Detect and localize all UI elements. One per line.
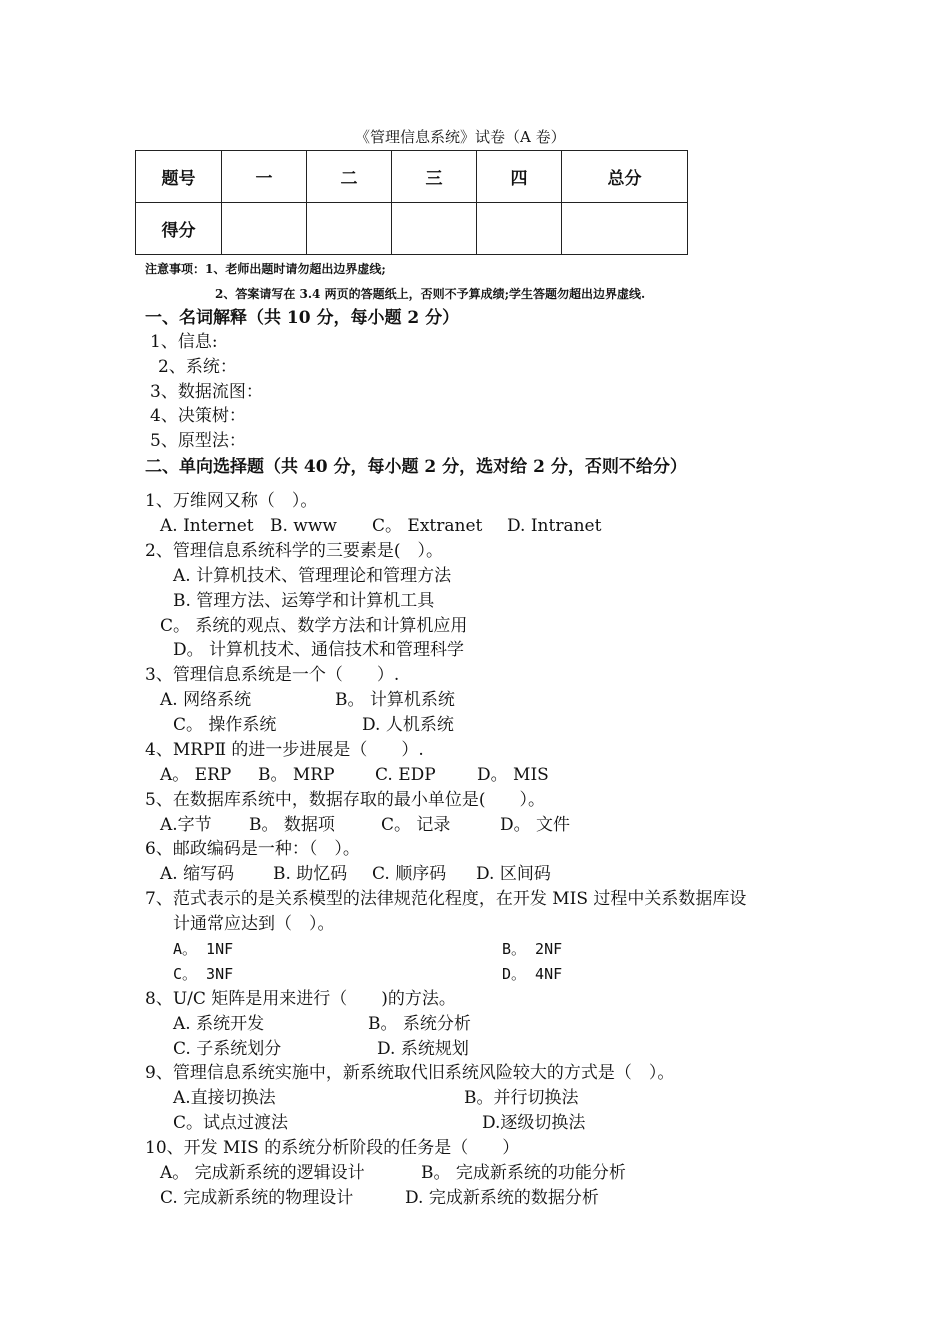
option-d: D。 4NF	[502, 965, 563, 983]
question-stem: 3、管理信息系统是一个（ ）.	[145, 665, 400, 685]
score-cell	[477, 203, 562, 255]
score-header-cell: 一	[222, 151, 307, 203]
option-d: D. 完成新系统的数据分析	[405, 1188, 599, 1208]
option-c: C. 完成新系统的物理设计	[160, 1188, 354, 1208]
question-stem-continued: 计通常应达到（ ）。	[173, 914, 335, 934]
option-b: B。 MRP	[258, 765, 335, 785]
score-header-cell: 三	[392, 151, 477, 203]
option-b: B. 管理方法、运筹学和计算机工具	[173, 591, 435, 611]
option-b: B。 数据项	[249, 815, 335, 835]
note-line-1: 注意事项：1、老师出题时请勿超出边界虚线;	[145, 262, 386, 276]
score-table	[135, 150, 688, 255]
option-a: A. 网络系统	[160, 690, 252, 710]
option-b: B。 计算机系统	[335, 690, 455, 710]
option-a: A.直接切换法	[173, 1088, 276, 1108]
term-item: 1、信息:	[150, 332, 218, 352]
option-b: B。并行切换法	[464, 1088, 579, 1108]
score-cell	[307, 203, 392, 255]
question-stem: 4、MRPⅡ 的进一步进展是（ ）.	[145, 740, 424, 760]
option-c: C。 Extranet	[372, 516, 483, 536]
option-d: D。 计算机技术、通信技术和管理科学	[173, 640, 465, 660]
option-c: C。 记录	[381, 815, 451, 835]
question-stem: 8、U/C 矩阵是用来进行（ )的方法。	[145, 989, 456, 1009]
section1-heading: 一、名词解释（共 10 分，每小题 2 分）	[145, 308, 460, 328]
section2-heading: 二、单向选择题（共 40 分，每小题 2 分，选对给 2 分，否则不给分）	[145, 457, 687, 477]
score-header-cell: 四	[477, 151, 562, 203]
term-item: 2、系统：	[158, 357, 237, 377]
question-stem: 7、范式表示的是关系模型的法律规范化程度，在开发 MIS 过程中关系数据库设	[145, 889, 747, 909]
option-d: D. 系统规划	[377, 1039, 469, 1059]
option-a: A.字节	[160, 815, 212, 835]
option-b: B。 2NF	[502, 940, 563, 958]
score-table-score-row	[136, 203, 688, 255]
option-b: B. www	[270, 516, 337, 536]
option-d: D.逐级切换法	[482, 1113, 586, 1133]
option-c: C. EDP	[375, 765, 436, 785]
option-a: A。 完成新系统的逻辑设计	[160, 1163, 365, 1183]
option-d: D. 区间码	[476, 864, 551, 884]
option-b: B。 系统分析	[368, 1014, 471, 1034]
option-c: C。 3NF	[173, 965, 234, 983]
question-stem: 2、管理信息系统科学的三要素是( ）。	[145, 541, 443, 561]
score-row-label: 得分	[136, 203, 222, 255]
note-line-2: 2、答案请写在 3.4 两页的答题纸上，否则不予算成绩;学生答题勿超出边界虚线.	[215, 287, 646, 301]
question-stem: 1、万维网又称（ ）。	[145, 491, 318, 511]
option-b: B. 助忆码	[273, 864, 348, 884]
term-item: 4、决策树：	[150, 406, 246, 426]
option-d: D。 文件	[500, 815, 571, 835]
option-a: A. 系统开发	[173, 1014, 265, 1034]
term-item: 3、数据流图：	[150, 382, 263, 402]
score-cell	[392, 203, 477, 255]
score-cell	[222, 203, 307, 255]
score-table-header-row	[136, 151, 688, 203]
option-a: A. Internet	[160, 516, 254, 536]
term-item: 5、原型法：	[150, 431, 246, 451]
question-stem: 9、管理信息系统实施中，新系统取代旧系统风险较大的方式是（ ）。	[145, 1063, 675, 1083]
question-stem: 5、在数据库系统中，数据存取的最小单位是( ）。	[145, 790, 545, 810]
score-header-cell: 总分	[562, 151, 688, 203]
option-d: D。 MIS	[477, 765, 549, 785]
option-c: C。试点过渡法	[173, 1113, 289, 1133]
option-d: D. 人机系统	[362, 715, 454, 735]
question-stem: 10、开发 MIS 的系统分析阶段的任务是（ ）	[145, 1138, 520, 1158]
option-a: A。 ERP	[160, 765, 232, 785]
score-cell	[562, 203, 688, 255]
score-header-cell: 题号	[136, 151, 222, 203]
option-c: C. 子系统划分	[173, 1039, 282, 1059]
option-a: A。 1NF	[173, 940, 234, 958]
option-c: C。 系统的观点、数学方法和计算机应用	[160, 616, 468, 636]
option-c: C。 操作系统	[173, 715, 277, 735]
option-d: D. Intranet	[507, 516, 602, 536]
question-stem: 6、邮政编码是一种：（ ）。	[145, 839, 360, 859]
option-a: A. 缩写码	[160, 864, 235, 884]
option-b: B。 完成新系统的功能分析	[421, 1163, 626, 1183]
option-a: A. 计算机技术、管理理论和管理方法	[173, 566, 452, 586]
score-header-cell: 二	[307, 151, 392, 203]
exam-title: 《管理信息系统》试卷（A 卷）	[355, 128, 566, 146]
option-c: C. 顺序码	[372, 864, 447, 884]
